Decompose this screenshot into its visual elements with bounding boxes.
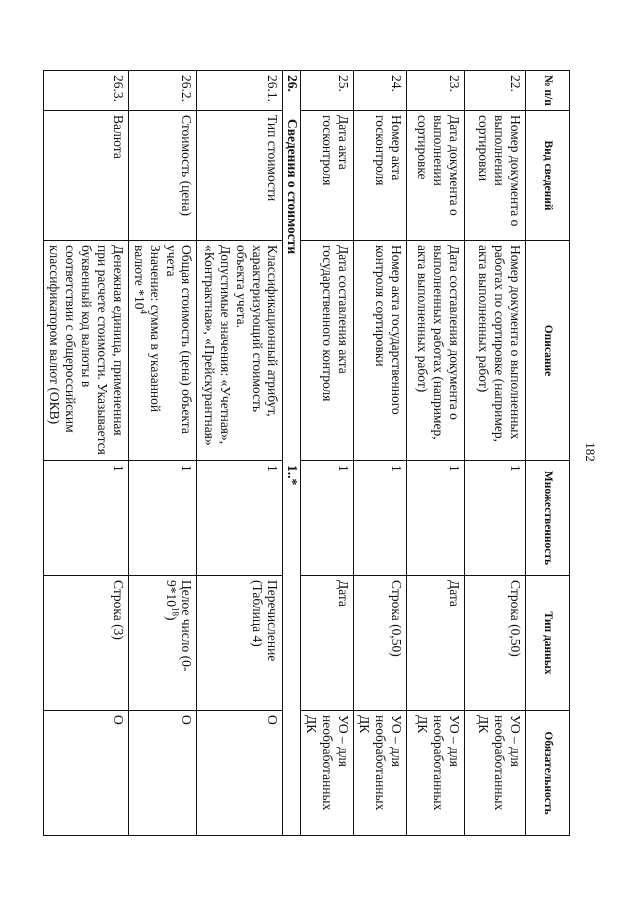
table-row xyxy=(44,71,129,836)
cell-obligation: О xyxy=(128,711,197,836)
cell-obligation: О xyxy=(197,711,283,836)
table-row xyxy=(128,71,197,836)
cell-num: 22. xyxy=(465,71,526,111)
section-title: Сведения о стоимости xyxy=(285,119,301,255)
cell-description: Дата составления документа о выполненных работах (например, акта выполненных работ) xyxy=(407,241,465,461)
cell-obligation: УО – для необработанных ДК xyxy=(407,711,465,836)
table-row xyxy=(465,71,526,836)
cell-data-type: Строка (3) xyxy=(44,576,129,711)
cell-description: Денежная единица, примененная при расчете стоимости. Указывается буквенный код валюты в соответствии с общероссийским классификатором валют (ОКВ) xyxy=(44,241,129,461)
data-table xyxy=(43,70,570,836)
cell-multiplicity: 1 xyxy=(197,461,283,576)
header-data-type: Тип данных xyxy=(526,576,570,711)
cell-description xyxy=(128,241,197,461)
cell-name: Дата акта госконтроля xyxy=(301,111,354,241)
value-label: Значение: сумма в указанной валюте xyxy=(131,245,163,413)
cell-multiplicity: 1 xyxy=(465,461,526,576)
cell-data-type: Строка (0,50) xyxy=(354,576,407,711)
value-suffix-exponent: 4 xyxy=(138,309,149,314)
description-line: Допустимые значения: «Учетная», «Контрактная», «Прейскурантная» xyxy=(201,245,233,446)
section-multiplicity: 1..* xyxy=(285,465,301,486)
table-row xyxy=(354,71,407,836)
data-type-exponent: 18 xyxy=(170,607,181,616)
cell-description: Дата составления акта государственного контроля xyxy=(301,241,354,461)
value-suffix-base: *10 xyxy=(131,289,147,310)
header-num: № п/п xyxy=(526,71,570,111)
cell-multiplicity: 1 xyxy=(44,461,129,576)
cell-num: 26.2. xyxy=(128,71,197,111)
cell-name: Валюта xyxy=(44,111,129,241)
cell-description: Номер документа о выполненных работах по сортировке (например, акта выполненных работ) xyxy=(465,241,526,461)
cell-data-type: Дата xyxy=(407,576,465,711)
cell-name: Стоимость (цена) xyxy=(128,111,197,241)
cell-name: Номер акта госконтроля xyxy=(354,111,407,241)
section-num: 26. xyxy=(285,75,301,92)
cell-num: 23. xyxy=(407,71,465,111)
cell-data-type: Строка (0,50) xyxy=(465,576,526,711)
description-line: Общая стоимость (цена) объекта учета xyxy=(163,245,195,434)
cell-name: Тип стоимости xyxy=(197,111,283,241)
cell-num: 25. xyxy=(301,71,354,111)
cell-data-type xyxy=(128,576,197,711)
cell-obligation: УО – для необработанных ДК xyxy=(354,711,407,836)
page-number: 182 xyxy=(583,442,598,462)
table-row xyxy=(407,71,465,836)
cell-num: 24. xyxy=(354,71,407,111)
cell-multiplicity: 1 xyxy=(407,461,465,576)
cell-data-type: Дата xyxy=(301,576,354,711)
cell-multiplicity: 1 xyxy=(128,461,197,576)
header-multiplicity: Множественность xyxy=(526,461,570,576)
cell-obligation: УО – для необработанных ДК xyxy=(301,711,354,836)
header-obligation: Обязательность xyxy=(526,711,570,836)
cell-obligation: УО – для необработанных ДК xyxy=(465,711,526,836)
cell-obligation: О xyxy=(44,711,129,836)
cell-multiplicity: 1 xyxy=(354,461,407,576)
header-description: Описание xyxy=(526,241,570,461)
cell-name: Дата документа о выполнении сортировке xyxy=(407,111,465,241)
rotated-table-container xyxy=(47,70,570,835)
cell-name: Номер документа о выполнении сортировки xyxy=(465,111,526,241)
section-cell xyxy=(283,71,301,836)
data-type-close: ) xyxy=(163,616,179,621)
header-row xyxy=(526,71,570,836)
cell-description xyxy=(197,241,283,461)
table-row xyxy=(197,71,283,836)
cell-num: 26.1. xyxy=(197,71,283,111)
description-line: Классификационный атрибут, характеризующий стоимость объекта учета. xyxy=(233,245,281,417)
data-type-text: Целое число (0-9*10 xyxy=(163,580,195,672)
cell-description: Номер акта государственного контроля сортировки xyxy=(354,241,407,461)
cell-multiplicity: 1 xyxy=(301,461,354,576)
cell-num: 26.3. xyxy=(44,71,129,111)
section-row xyxy=(283,71,301,836)
table-row xyxy=(301,71,354,836)
header-name: Вид сведений xyxy=(526,111,570,241)
description-line xyxy=(131,245,163,456)
cell-data-type: Перечисление (Таблица 4) xyxy=(197,576,283,711)
